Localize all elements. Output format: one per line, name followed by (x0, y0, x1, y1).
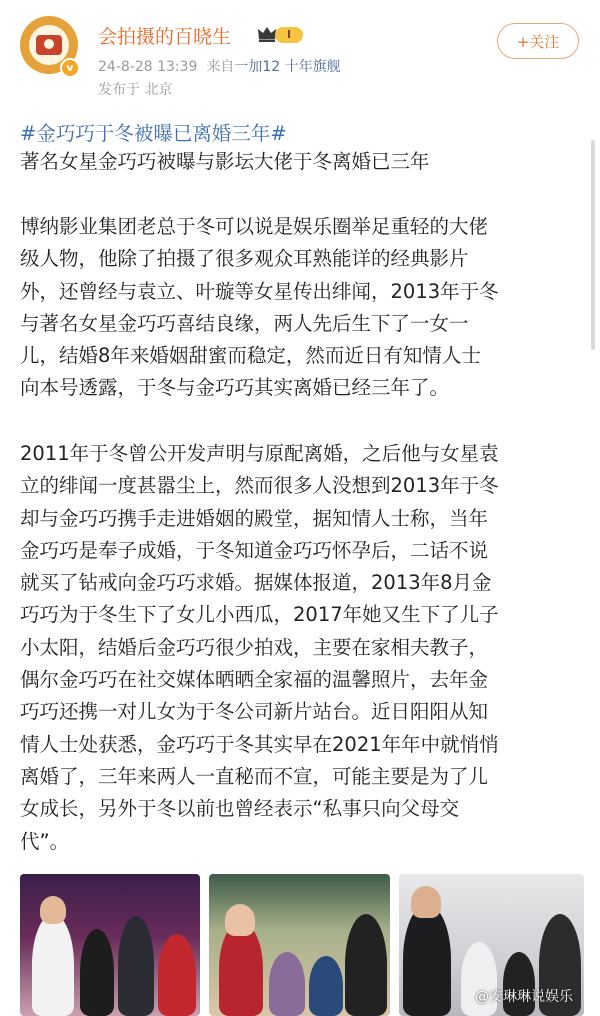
photo-figure (345, 914, 387, 1016)
text-line: 女成长，另外于冬以前也曾经表示“私事只向父母交 (20, 797, 460, 821)
photo-figure (269, 952, 305, 1016)
text-line: 2011年于冬曾公开发声明与原配离婚，之后他与女星袁 (20, 442, 499, 465)
camera-lens (44, 39, 54, 49)
text-line: 巧巧为于冬生下了女儿小西瓜，2017年她又生下了儿子 (20, 603, 499, 627)
text-line: 情人士处获悉，金巧巧于冬其实早在2021年年中就悄悄 (20, 732, 499, 756)
hashtag-link[interactable]: #金巧巧于冬被曝已离婚三年# (20, 122, 287, 145)
timestamp: 24-8-28 13:39 (98, 59, 198, 75)
photo-figure (118, 916, 154, 1016)
photo-figure (411, 886, 441, 918)
text-line: 代”。 (20, 829, 70, 853)
photo-thumbnail[interactable] (209, 874, 390, 1016)
post-meta (98, 56, 341, 76)
text-line: 却与金巧巧携手走进婚姻的殿堂，据知情人士称，当年 (20, 506, 489, 530)
photo-figure (219, 922, 263, 1016)
text-line: 就买了钻戒向金巧巧求婚。据媒体报道，2013年8月金 (20, 571, 492, 595)
photo-figure (40, 896, 66, 924)
text-line: 博纳影业集团老总于冬可以说是娱乐圈举足重轻的大佬 (20, 215, 489, 238)
post-location: 发布于 北京 (98, 82, 173, 98)
photo-figure (158, 934, 196, 1016)
username[interactable]: 会拍摄的百晓生 (98, 26, 232, 48)
paragraph-1 (20, 211, 582, 405)
text-line: 儿，结婚8年来婚姻甜蜜而稳定，然而近日有知情人士 (20, 344, 481, 368)
verified-icon: v (60, 58, 80, 78)
follow-button[interactable]: +关注 (497, 23, 579, 59)
crown-icon (257, 25, 277, 43)
device-link[interactable]: 一加12 十年旗舰 (234, 59, 341, 75)
photo-thumbnail[interactable] (20, 874, 200, 1016)
watermark: @安琳琳说娱乐 (475, 989, 573, 1005)
photo-figure (32, 914, 74, 1016)
text-line: 巧巧还携一对儿女为于冬公司新片站台。近日阳阳从知 (20, 700, 489, 724)
source-prefix: 来自 (206, 59, 235, 75)
level-badge: I (275, 27, 303, 43)
photo-figure (225, 904, 255, 936)
text-line: 级人物，他除了拍摄了很多观众耳熟能详的经典影片 (20, 247, 469, 271)
text-line: 小太阳，结婚后金巧巧很少拍戏，主要在家相夫教子， (20, 635, 489, 659)
photo-figure (309, 956, 343, 1016)
scrollbar[interactable] (591, 140, 595, 350)
text-line: 偶尔金巧巧在社交媒体晒晒全家福的温馨照片，去年金 (20, 668, 489, 692)
post-subtitle: 著名女星金巧巧被曝与影坛大佬于冬离婚已三年 (20, 150, 430, 173)
text-line: 向本号透露，于冬与金巧巧其实离婚已经三年了。 (20, 376, 450, 400)
photo-figure (403, 904, 451, 1016)
text-line: 与著名女星金巧巧喜结良缘，两人先后生下了一女一 (20, 311, 469, 335)
text-line: 金巧巧是奉子成婚，于冬知道金巧巧怀孕后，二话不说 (20, 538, 489, 562)
photo-figure (80, 929, 114, 1016)
text-line: 外，还曾经与袁立、叶璇等女星传出绯闻，2013年于冬 (20, 279, 499, 303)
text-line: 立的绯闻一度甚嚣尘上，然而很多人没想到2013年于冬 (20, 474, 499, 498)
photo-figure (503, 952, 535, 1016)
post-header (0, 0, 600, 100)
paragraph-2 (20, 438, 582, 858)
text-line: 离婚了，三年来两人一直秘而不宣，可能主要是为了儿 (20, 764, 489, 788)
